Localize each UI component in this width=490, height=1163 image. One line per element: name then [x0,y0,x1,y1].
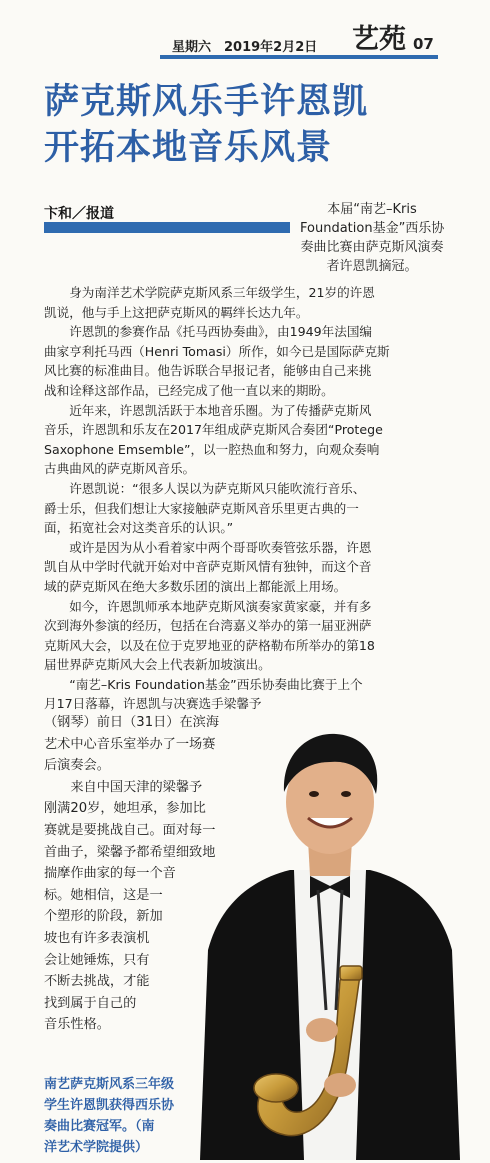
right-eye [341,791,351,797]
article-line: 凯说，他与手上这把萨克斯风的羁绊长达九年。 [44,304,309,320]
article-line: 揣摩作曲家的每一个音 [44,866,176,882]
article-line: Saxophone Emsemble”，以一腔热血和努力，向观众奏响 [44,441,380,457]
article-line: “南艺–Kris Foundation基金”西乐协奏曲比赛于上个 [44,676,363,692]
article-line: 如今，许恩凯师承本地萨克斯风演奏家黄家豪，并有多 [44,598,372,614]
byline-rule [44,222,290,233]
byline: 卞和／报道 [44,206,114,222]
page-number: 07 [413,35,434,53]
photo-caption [44,1074,174,1158]
caption-line: 南艺萨克斯风系三年级 [44,1077,175,1092]
article-line: 域的萨克斯风在绝大多数乐团的演出上都能派上用场。 [44,578,347,594]
article-line: 近年来，许恩凯活跃于本地音乐圈。为了传播萨克斯风 [44,402,372,418]
article-line: 会让她锤炼，只有 [44,952,150,968]
article-body [44,283,444,714]
article-line: 月17日落幕，许恩凯与决赛选手梁馨予 [44,696,262,712]
article-line: 不断去挑战，才能 [44,974,150,990]
article-line: 找到属于自己的 [44,995,137,1011]
article-line: 届世界萨克斯风大会上代表新加坡演出。 [44,657,271,673]
headline-line-1: 萨克斯风乐手许恩凯 [44,82,369,122]
article-line: 坡也有许多表演机 [44,930,150,946]
article-line: 古典曲风的萨克斯风音乐。 [44,461,196,477]
article-line: 音乐，许恩凯和乐友在2017年组成萨克斯风合奏团“Protege [44,422,383,438]
article-line: 音乐性格。 [44,1017,110,1033]
section-title: 艺苑 [352,24,406,55]
lead-paragraph [300,200,444,276]
article-line: 或许是因为从小看着家中两个哥哥吹奏管弦乐器，许恩 [44,539,372,555]
article-line: 艺术中心音乐室举办了一场赛 [44,736,216,752]
lead-line: Foundation基金”西乐协 [300,221,445,236]
article-line: 面，拓宽社会对这类音乐的认识。” [44,520,234,536]
article-line: 许恩凯的参赛作品《托马西协奏曲》，由1949年法国编 [44,324,373,340]
lead-line: 本届“南艺–Kris [327,202,417,217]
article-line: 来自中国天津的梁馨予 [44,779,203,795]
article-line: （钢琴）前日（31日）在滨海 [44,715,220,730]
article-line: 凯自从中学时代就开始对中音萨克斯风情有独钟，而这个音 [44,559,372,575]
article-line: 爵士乐，但我们想让大家接触萨克斯风音乐里更古典的一 [44,500,359,516]
article-line: 曲家亨利托马西（Henri Tomasi）所作，如今已是国际萨克斯 [44,343,390,359]
lead-line: 者许恩凯摘冠。 [326,259,418,274]
caption-line: 学生许恩凯获得西乐协 [44,1098,175,1113]
article-line: 刚满20岁，她坦承，参加比 [44,801,206,817]
caption-line: 奏曲比赛冠军。（南 [44,1119,155,1134]
issue-date: 星期六 2019年2月2日 [172,40,318,55]
headline-line-2: 开拓本地音乐风景 [44,128,333,168]
article-line: 次到海外参演的经历，包括在台湾嘉义举办的第一届亚洲萨 [44,618,372,634]
page-header [0,0,490,60]
article-line: 身为南洋艺术学院萨克斯风系三年级学生，21岁的许恩 [44,285,375,300]
saxophonist-photo [190,730,470,1160]
article-line: 克斯风大会，以及在位于克罗地亚的萨格勒布所举办的第18 [44,637,375,653]
caption-line: 洋艺术学院提供） [44,1140,149,1155]
article-line: 后演奏会。 [44,758,110,774]
article-line: 许恩凯说：“很多人误以为萨克斯风只能吹流行音乐、 [44,480,366,496]
header-rule [160,55,438,59]
article-line: 战和诠释这部作品，已经完成了他一直以来的期盼。 [44,382,334,398]
article-line: 标。她相信，这是一 [44,887,163,903]
lead-line: 奏曲比赛由萨克斯风演奏 [300,240,444,255]
article-line: 个塑形的阶段，新加 [44,909,163,925]
article-line: 首曲子，梁馨予都希望细致地 [44,844,216,860]
left-eye [309,791,319,797]
article-line: 赛就是要挑战自己。面对每一 [44,822,216,838]
article-line: 风比赛的标准曲目。他告诉联合早报记者，能够由自己来挑 [44,363,372,379]
